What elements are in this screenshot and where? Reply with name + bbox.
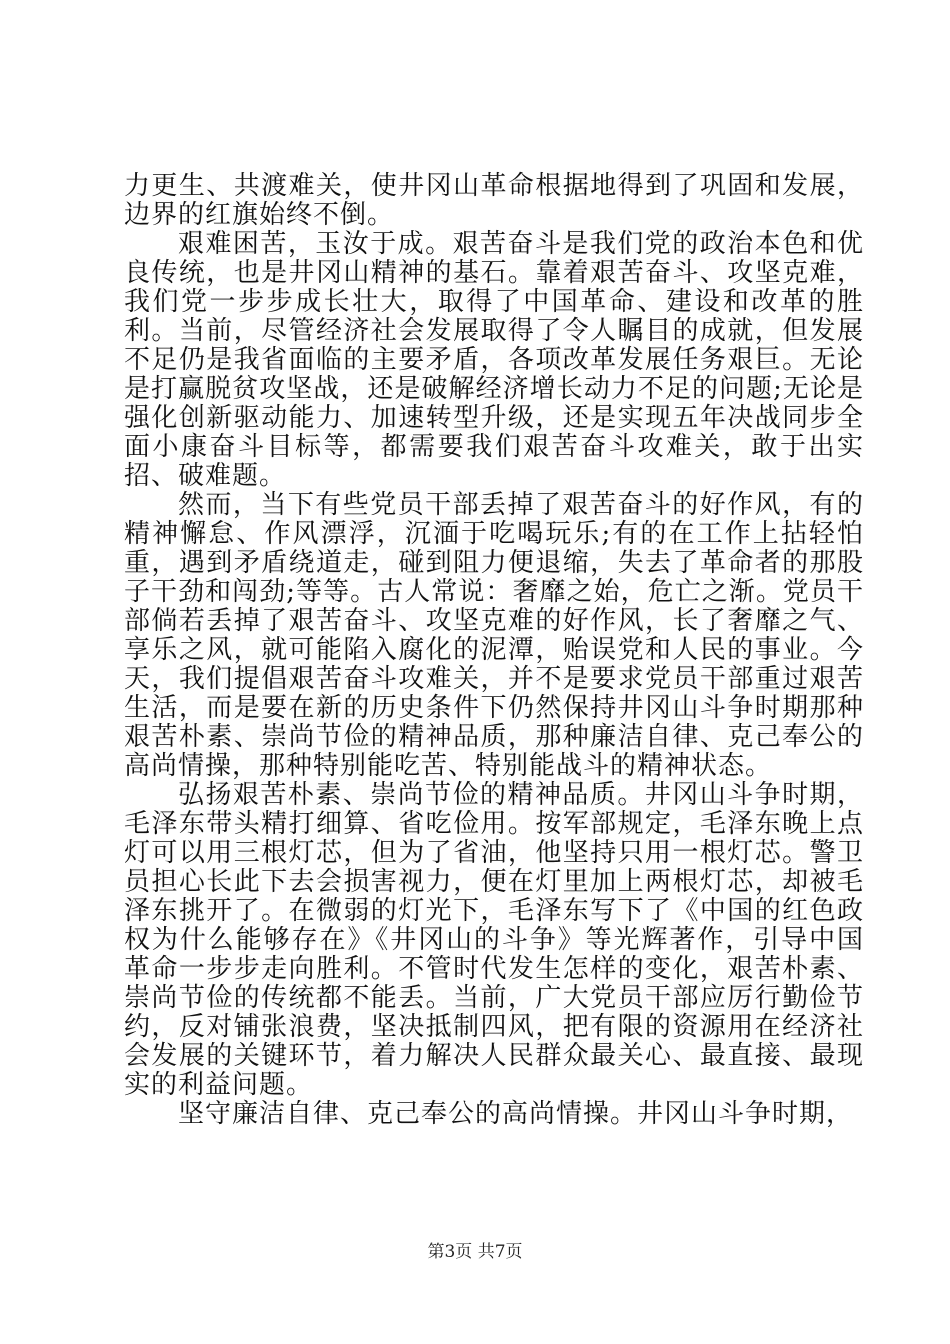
- paragraph-4: 弘扬艰苦朴素、崇尚节俭的精神品质。井冈山斗争时期，毛泽东带头精打细算、省吃俭用。按军部规定，毛泽东晚上点灯可以用三根灯芯，但为了省油，他坚持只用一根灯芯。警卫员担心长此下去会损害视力，便在灯里加上两根灯芯，却被毛泽东挑开了。在微弱的灯光下，毛泽东写下了《中国的红色政权为什么能够存在》《井冈山的斗争》等光辉著作，引导中国革命一步步走向胜利。不管时代发生怎样的变化，艰苦朴素、崇尚节俭的传统都不能丢。当前，广大党员干部应厉行勤俭节约，反对铺张浪费，坚决抵制四风，把有限的资源用在经济社会发展的关键环节，着力解决人民群众最关心、最直接、最现实的利益问题。: [124, 780, 864, 1100]
- paragraph-5: 坚守廉洁自律、克己奉公的高尚情操。井冈山斗争时期，: [178, 1099, 854, 1129]
- page-footer: 第3页 共7页: [427, 1242, 523, 1262]
- paragraph-2: 艰难困苦，玉汝于成。艰苦奋斗是我们党的政治本色和优良传统，也是井冈山精神的基石。靠着艰苦奋斗、攻坚克难，我们党一步步成长壮大，取得了中国革命、建设和改革的胜利。当前，尽管经济社会发展取得了令人瞩目的成就，但发展不足仍是我省面临的主要矛盾，各项改革发展任务艰巨。无论是打赢脱贫攻坚战，还是破解经济增长动力不足的问题;无论是强化创新驱动能力、加速转型升级，还是实现五年决战同步全面小康奋斗目标等，都需要我们艰苦奋斗攻难关，敢于出实招、破难题。: [124, 229, 864, 491]
- document-body: [124, 172, 864, 1129]
- paragraph-1: 力更生、共渡难关，使井冈山革命根据地得到了巩固和发展，边界的红旗始终不倒。: [124, 171, 864, 230]
- paragraph-3: 然而，当下有些党员干部丢掉了艰苦奋斗的好作风，有的精神懈怠、作风漂浮，沉湎于吃喝玩乐;有的在工作上拈轻怕重，遇到矛盾绕道走，碰到阻力便退缩，失去了革命者的那股子干劲和闯劲;等等。古人常说：奢靡之始，危亡之渐。党员干部倘若丢掉了艰苦奋斗、攻坚克难的好作风，长了奢靡之气、享乐之风，就可能陷入腐化的泥潭，贻误党和人民的事业。今天，我们提倡艰苦奋斗攻难关，并不是要求党员干部重过艰苦生活，而是要在新的历史条件下仍然保持井冈山斗争时期那种艰苦朴素、崇尚节俭的精神品质，那种廉洁自律、克己奉公的高尚情操，那种特别能吃苦、特别能战斗的精神状态。: [124, 490, 864, 781]
